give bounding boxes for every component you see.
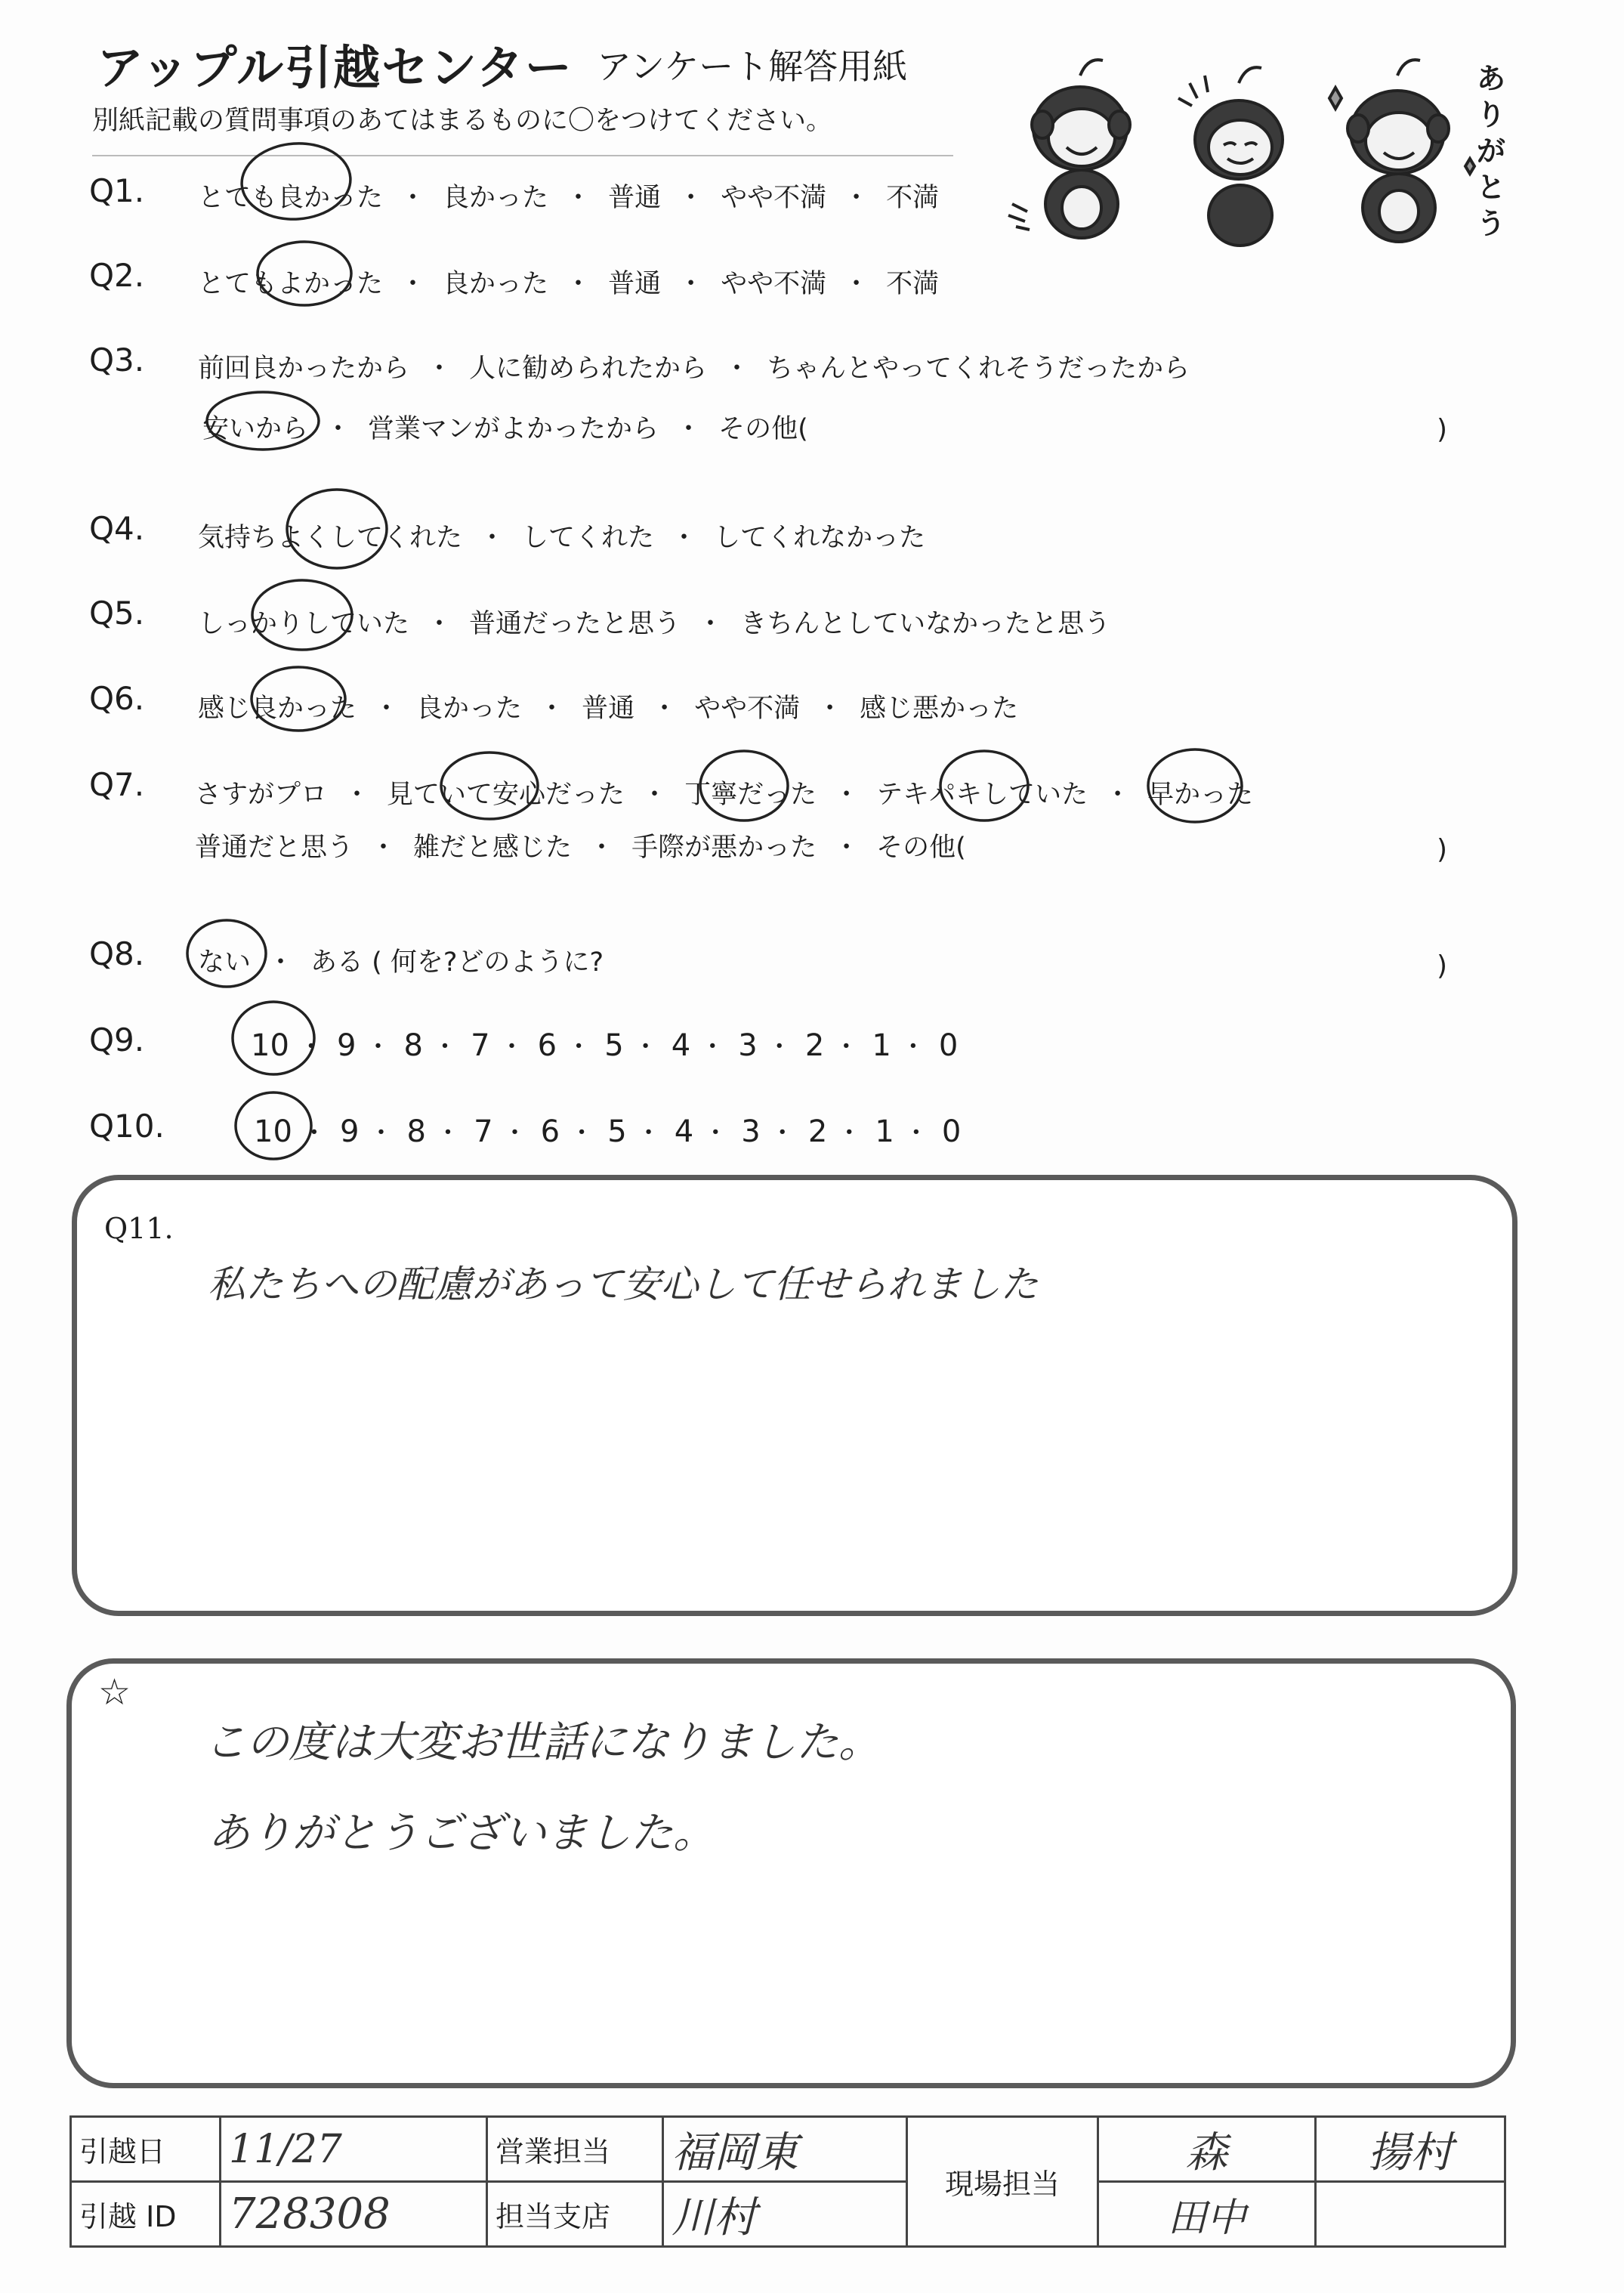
q3-option-2[interactable]: 人に勧められたから (469, 354, 708, 384)
q9-score-7[interactable]: 7 (471, 1028, 490, 1063)
q8-label: Q8. (89, 935, 145, 972)
q9-score-5[interactable]: 5 (604, 1028, 624, 1063)
q9-score-3[interactable]: 3 (738, 1028, 758, 1063)
monkey-middle (1178, 67, 1283, 246)
q9-score-4[interactable]: 4 (671, 1028, 691, 1063)
q3-option-1[interactable]: 前回良かったから (198, 354, 410, 384)
q7-option-2[interactable]: 見ていて安心だった (387, 780, 625, 810)
q7-options-line1: さすがプロ ・ 見ていて安心だった ・ 丁寧だった ・ テキパキしていた ・ 早かった (195, 774, 1253, 811)
q10-score-9[interactable]: 9 (340, 1114, 360, 1149)
q10-score-5[interactable]: 5 (607, 1114, 627, 1149)
q1-label: Q1. (89, 172, 145, 209)
q11-label: Q11. (104, 1212, 174, 1245)
q10-score-6[interactable]: 6 (540, 1114, 560, 1149)
q10-score-7[interactable]: 7 (474, 1114, 493, 1149)
monkey-mascot-illustration (997, 53, 1526, 249)
q5-options: しっかりしていた ・ 普通だったと思う ・ きちんとしていなかったと思う (198, 603, 1110, 641)
q3-option-other[interactable]: その他( (718, 414, 808, 444)
star-icon: ☆ (98, 1671, 131, 1714)
q9-scale: 10 ・ 9 ・ 8 ・ 7 ・ 6 ・ 5 ・ 4 ・ 3 ・ 2 ・ 1 ・ 0 (251, 1028, 959, 1063)
q5-option-1[interactable]: しっかりしていた (198, 609, 410, 639)
q9-score-0[interactable]: 0 (938, 1028, 959, 1063)
q10-score-10[interactable]: 10 (254, 1114, 292, 1149)
q10-score-2[interactable]: 2 (807, 1114, 828, 1149)
q6-options: 感じ良かった ・ 良かった ・ 普通 ・ やや不満 ・ 感じ悪かった (198, 688, 1018, 725)
staff-info-table (69, 2115, 1506, 2248)
q2-option-5[interactable]: 不満 (886, 269, 940, 299)
q11-comment-box[interactable] (72, 1175, 1517, 1616)
site-staff-3: 田中 (1098, 2182, 1316, 2247)
q5-option-3[interactable]: きちんとしていなかったと思う (740, 609, 1111, 639)
q3-options-line1: 前回良かったから ・ 人に勧められたから ・ ちゃんとやってくれそうだったから (198, 348, 1190, 385)
q8-options: ない ・ ある ( 何を?どのように? (198, 941, 604, 979)
star-handwritten-line-2: ありがとうございました。 (208, 1809, 715, 1858)
q10-label: Q10. (89, 1108, 165, 1145)
q3-option-4[interactable]: 安いから (202, 414, 309, 444)
q3-close-paren: ) (1437, 414, 1448, 445)
q7-option-other[interactable]: その他( (876, 833, 966, 863)
q3-label: Q3. (89, 341, 145, 379)
q5-option-2[interactable]: 普通だったと思う (469, 609, 681, 639)
q2-option-1[interactable]: とてもよかった (198, 269, 384, 299)
q9-score-8[interactable]: 8 (403, 1028, 423, 1063)
q7-option-6[interactable]: 普通だと思う (195, 833, 354, 863)
q3-option-5[interactable]: 営業マンがよかったから (368, 414, 659, 444)
q8-option-2[interactable]: ある ( 何を?どのように? (310, 947, 604, 978)
q10-scale: 10 ・ 9 ・ 8 ・ 7 ・ 6 ・ 5 ・ 4 ・ 3 ・ 2 ・ 1 ・ 0 (254, 1114, 962, 1149)
q6-label: Q6. (89, 680, 145, 717)
q1-option-5[interactable]: 不満 (886, 183, 940, 213)
site-staff-empty (1316, 2182, 1505, 2247)
q9-label: Q9. (89, 1021, 145, 1058)
site-label: 現場担当 (907, 2117, 1098, 2247)
q2-label: Q2. (89, 257, 145, 294)
q4-option-3[interactable]: してくれなかった (714, 523, 926, 553)
q6-option-5[interactable]: 感じ悪かった (860, 694, 1019, 724)
q7-close-paren: ) (1437, 834, 1448, 865)
move-date-label: 引越日 (71, 2117, 221, 2182)
q6-option-4[interactable]: やや不満 (694, 694, 801, 724)
mascot-caption: ありがとう (1477, 62, 1506, 240)
header-divider (92, 155, 953, 156)
q2-option-4[interactable]: やや不満 (721, 269, 827, 299)
q1-option-4[interactable]: やや不満 (721, 183, 827, 213)
q1-option-2[interactable]: 良かった (443, 183, 549, 213)
q8-option-1[interactable]: ない (198, 947, 252, 978)
q8-close-paren: ) (1437, 950, 1448, 981)
q1-option-1[interactable]: とても良かった (198, 183, 384, 213)
q5-label: Q5. (89, 595, 145, 632)
page-subtitle: アンケート解答用紙 (597, 46, 908, 87)
move-id-value: 728308 (221, 2182, 487, 2247)
q2-option-2[interactable]: 良かった (443, 269, 549, 299)
q1-options: とても良かった ・ 良かった ・ 普通 ・ やや不満 ・ 不満 (198, 177, 939, 215)
branch-value: 川村 (663, 2182, 907, 2247)
q7-option-5[interactable]: 早かった (1147, 780, 1254, 810)
branch-label: 担当支店 (487, 2182, 663, 2247)
q7-option-8[interactable]: 手際が悪かった (631, 833, 817, 863)
page-title: アップル引越センター (97, 40, 573, 95)
q11-handwritten-answer: 私たちへの配慮があって安心して任せられました (208, 1262, 1039, 1306)
q7-option-1[interactable]: さすがプロ (195, 780, 328, 810)
q3-option-3[interactable]: ちゃんとやってくれそうだったから (767, 354, 1190, 384)
q7-label: Q7. (89, 766, 145, 803)
q6-option-3[interactable]: 普通 (582, 694, 635, 724)
q9-score-10[interactable]: 10 (251, 1028, 289, 1063)
q6-option-1[interactable]: 感じ良かった (198, 694, 357, 724)
q10-score-4[interactable]: 4 (674, 1114, 694, 1149)
q7-option-3[interactable]: 丁寧だった (684, 780, 817, 810)
q4-option-1[interactable]: 気持ちよくしてくれた (198, 523, 463, 553)
q2-option-3[interactable]: 普通 (608, 269, 662, 299)
q4-option-2[interactable]: してくれた (522, 523, 655, 553)
q10-score-8[interactable]: 8 (406, 1114, 426, 1149)
monkey-right (1329, 60, 1474, 242)
q9-score-6[interactable]: 6 (537, 1028, 557, 1063)
q10-score-3[interactable]: 3 (741, 1114, 761, 1149)
q9-score-2[interactable]: 2 (804, 1028, 825, 1063)
instruction-text: 別紙記載の質問事項のあてはまるものに〇をつけてください。 (92, 106, 833, 136)
sales-label: 営業担当 (487, 2117, 663, 2182)
q9-score-1[interactable]: 1 (872, 1028, 891, 1063)
q4-label: Q4. (89, 510, 145, 547)
move-date-value: 11/27 (221, 2117, 487, 2182)
site-staff-2: 揚村 (1316, 2117, 1505, 2182)
sales-value: 福岡東 (663, 2117, 907, 2182)
q7-option-4[interactable]: テキパキしていた (876, 780, 1088, 810)
site-staff-1: 森 (1098, 2117, 1316, 2182)
q6-option-2[interactable]: 良かった (416, 694, 523, 724)
q7-option-7[interactable]: 雑だと感じた (413, 833, 573, 863)
q10-score-0[interactable]: 0 (941, 1114, 962, 1149)
q3-options-line2: 安いから ・ 営業マンがよかったから ・ その他( (202, 408, 808, 446)
q2-options: とてもよかった ・ 良かった ・ 普通 ・ やや不満 ・ 不満 (198, 263, 939, 301)
q7-options-line2: 普通だと思う ・ 雑だと感じた ・ 手際が悪かった ・ その他( (195, 827, 966, 864)
move-id-label: 引越 ID (71, 2182, 221, 2247)
star-handwritten-line-1: この度は大変お世話になりました。 (204, 1718, 881, 1767)
q9-score-9[interactable]: 9 (337, 1028, 357, 1063)
q1-option-3[interactable]: 普通 (608, 183, 662, 213)
q10-score-1[interactable]: 1 (875, 1114, 894, 1149)
monkey-left (1008, 60, 1130, 238)
q4-options: 気持ちよくしてくれた ・ してくれた ・ してくれなかった (198, 517, 925, 555)
